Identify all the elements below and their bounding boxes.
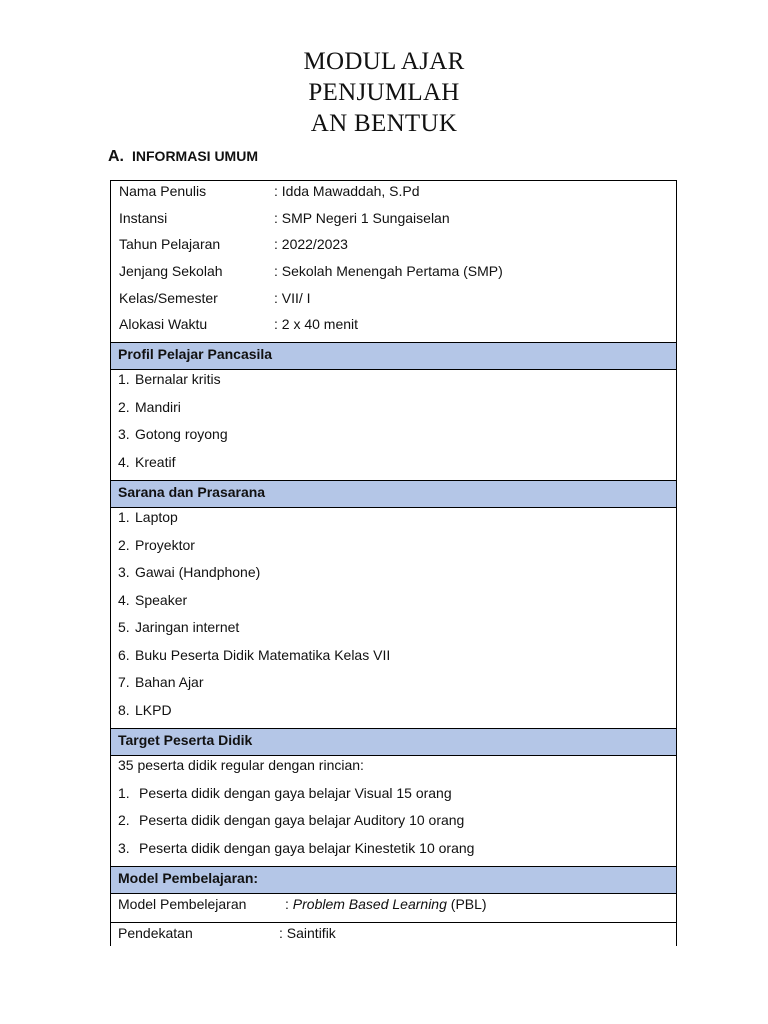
info-label: Nama Penulis: [119, 183, 207, 199]
info-value: : SMP Negeri 1 Sungaiselan: [274, 209, 450, 226]
sarana-list: [111, 508, 676, 729]
info-value: : VII/ I: [274, 289, 311, 306]
info-value: : 2 x 40 menit: [274, 316, 359, 333]
info-table: [110, 180, 677, 946]
info-row-instansi: [111, 209, 676, 236]
title-line-3: AN BENTUK: [310, 110, 458, 137]
info-label: Alokasi Waktu: [119, 316, 208, 333]
list-item: 2. Proyektor: [118, 536, 195, 553]
info-label: Instansi: [119, 209, 168, 226]
pendekatan-label: Pendekatan: [118, 925, 193, 942]
info-row-tahun-pelajaran: [111, 235, 676, 262]
section-title: INFORMASI UMUM: [132, 148, 258, 164]
list-item: 4. Speaker: [118, 591, 188, 608]
document-title: [0, 46, 768, 139]
list-item: 3. Peserta didik dengan gaya belajar Kinestetik 10 orang: [118, 839, 475, 856]
target-list: [111, 756, 676, 867]
list-item: 6. Buku Peserta Didik Matematika Kelas VII: [118, 646, 391, 663]
title-line-1: MODUL AJAR: [303, 48, 465, 75]
model-label: Model Pembelejaran: [118, 896, 247, 913]
list-item: 4. Kreatif: [118, 453, 176, 470]
info-label: Jenjang Sekolah: [119, 263, 223, 280]
target-intro: 35 peserta didik regular dengan rincian:: [118, 757, 364, 774]
list-item: 5. Jaringan internet: [118, 619, 240, 636]
list-item: 2. Peserta didik dengan gaya belajar Auditory 10 orang: [118, 812, 465, 829]
target-heading: Target Peserta Didik: [111, 729, 676, 756]
pendekatan-value: : Saintifik: [279, 925, 336, 942]
list-item: 1. Bernalar kritis: [118, 371, 221, 388]
info-label: Tahun Pelajaran: [119, 236, 221, 253]
info-row-alokasi-waktu: [111, 315, 676, 342]
info-value: : Idda Mawaddah, S.Pd: [274, 183, 420, 199]
section-heading-informasi-umum: [108, 146, 258, 167]
info-row-kelas-semester: [111, 289, 676, 316]
info-label: Kelas/Semester: [119, 289, 218, 306]
list-item: 1. Laptop: [118, 509, 178, 526]
title-line-2: PENJUMLAH: [308, 79, 460, 106]
list-item: 8. LKPD: [118, 701, 172, 718]
model-row-cell: [111, 894, 676, 923]
profil-heading: Profil Pelajar Pancasila: [111, 343, 676, 370]
model-heading: Model Pembelajaran:: [111, 867, 676, 894]
info-value: : 2022/2023: [274, 236, 348, 253]
section-letter: A.: [108, 148, 124, 165]
pendekatan-row-cell: [111, 923, 676, 946]
list-item: 3. Gawai (Handphone): [118, 564, 261, 581]
list-item: 2. Mandiri: [118, 398, 181, 415]
model-row: [111, 894, 676, 922]
pendekatan-row: [111, 923, 676, 946]
info-row-nama-penulis: [111, 182, 676, 209]
list-item: 3. Gotong royong: [118, 426, 228, 443]
general-info-cell: [111, 181, 676, 343]
list-item: 7. Bahan Ajar: [118, 674, 204, 691]
profil-list: [111, 370, 676, 481]
info-value: : Sekolah Menengah Pertama (SMP): [274, 263, 503, 280]
list-item: 1. Peserta didik dengan gaya belajar Visual 15 orang: [118, 784, 452, 801]
sarana-heading: Sarana dan Prasarana: [111, 481, 676, 508]
model-value: : Problem Based Learning (PBL): [285, 896, 487, 913]
info-row-jenjang-sekolah: [111, 262, 676, 289]
